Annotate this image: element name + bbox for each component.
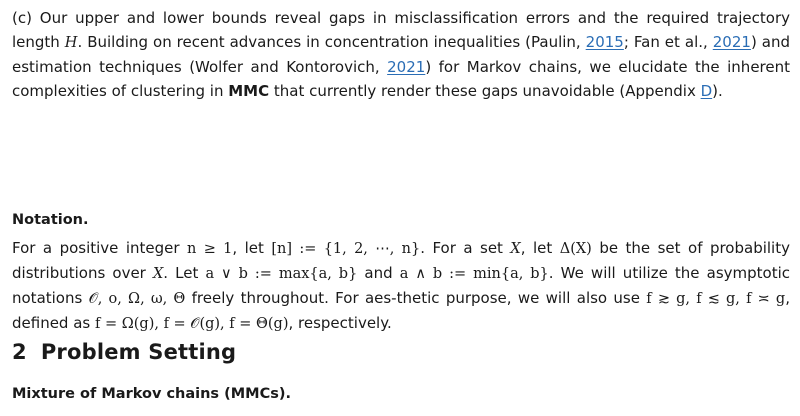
text-run: . We will utilize the asymptotic notations <box>12 264 790 307</box>
citation-link-wolfer-2021[interactable]: 2021 <box>387 58 426 76</box>
subsection-heading: Mixture of Markov chains (MMCs). <box>12 386 292 402</box>
bounds-paragraph <box>12 6 790 103</box>
math-inline: f = Ω(g), f = 𝒪(g), f = Θ(g) <box>95 316 289 332</box>
text-run: ; Fan et al., <box>623 33 713 51</box>
math-inline: [n] := {1, 2, ⋯, n} <box>271 241 421 257</box>
text-run: , defined as <box>12 289 790 332</box>
text-run: be the set of probability distributions over <box>12 239 790 282</box>
text-run: . Building on recent advances in concentration inequalities (Paulin, <box>77 33 586 51</box>
citation-link-paulin-2015[interactable]: 2015 <box>585 33 624 51</box>
notation-paragraph <box>12 236 790 336</box>
math-inline: X <box>510 241 521 257</box>
text-run: and <box>357 264 400 282</box>
math-inline: a ∨ b := max{a, b} <box>205 266 358 282</box>
text-run: ). <box>712 82 723 100</box>
text-run: , let <box>232 239 272 257</box>
math-inline: Δ(X) <box>559 241 592 257</box>
text-run: , let <box>520 239 560 257</box>
section-title: Problem Setting <box>40 340 237 364</box>
math-inline: a ∧ b := min{a, b} <box>399 266 549 282</box>
text-run: . Let <box>163 264 206 282</box>
text-run: freely throughout. For aes-thetic purpose, we will also use <box>185 289 647 307</box>
math-inline: f ≳ g, f ≲ g, f ≍ g <box>646 291 786 307</box>
text-run: that currently render these gaps unavoidable (Appendix <box>269 82 701 100</box>
text-run: (c) Our upper and lower bounds reveal gaps in misclassification errors and the required trajectory length <box>12 9 790 51</box>
math-H: H <box>64 35 78 51</box>
section-heading <box>12 340 236 364</box>
appendix-link-d[interactable]: D <box>700 82 713 100</box>
math-inline: n ≥ 1 <box>187 241 233 257</box>
text-run: . For a set <box>420 239 511 257</box>
math-inline: X <box>152 266 164 282</box>
math-inline: 𝒪, o, Ω, ω, Θ <box>88 291 186 307</box>
mmc-bold: MMC <box>228 82 270 100</box>
text-run: For a positive integer <box>12 239 188 257</box>
notation-heading: Notation. <box>12 212 89 228</box>
text-run: ) for Markov chains, we elucidate the inherent complexities of clustering in <box>12 58 790 100</box>
citation-link-fan-2021[interactable]: 2021 <box>712 33 751 51</box>
text-run: ) and estimation techniques (Wolfer and Kontorovich, <box>12 33 790 76</box>
text-run: , respectively. <box>288 314 392 332</box>
section-number: 2 <box>12 340 27 364</box>
